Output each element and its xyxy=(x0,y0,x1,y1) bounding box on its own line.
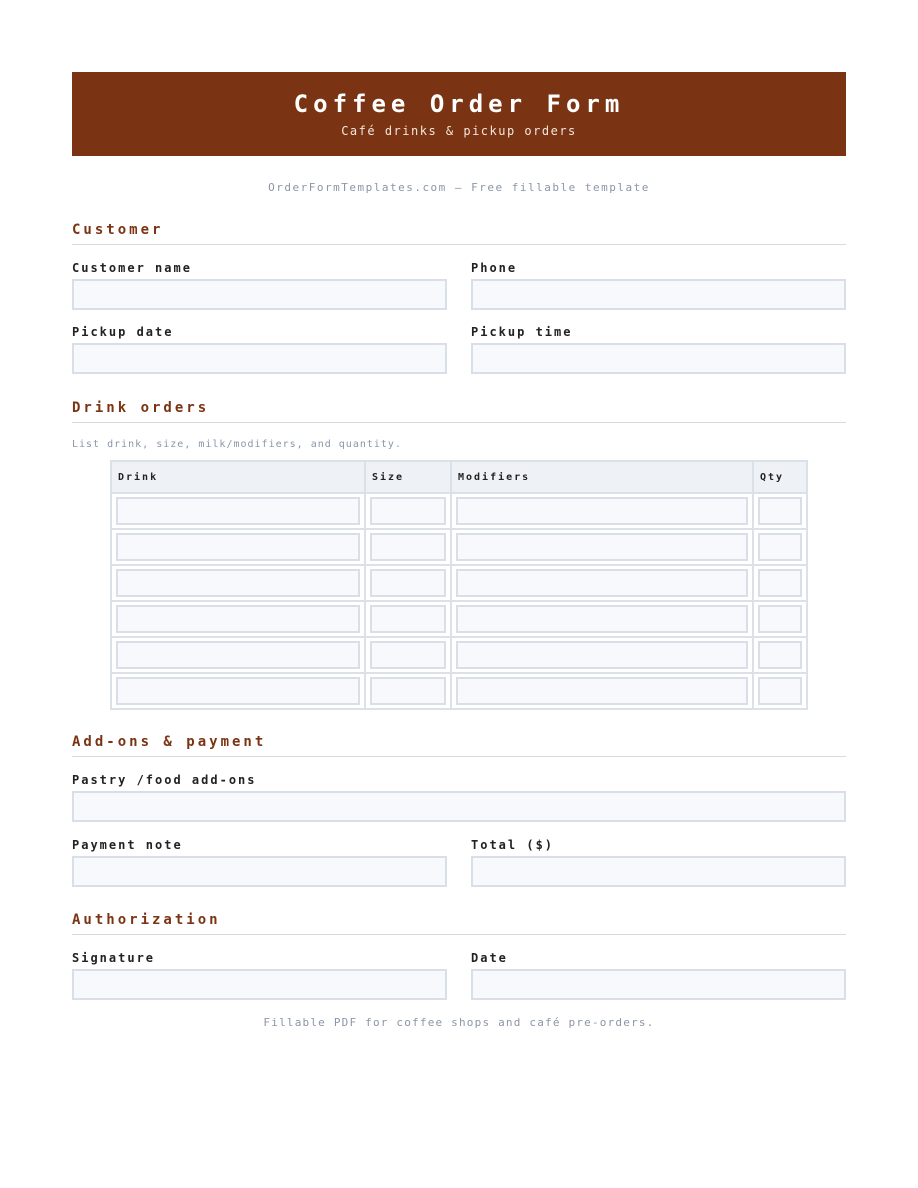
size-input[interactable] xyxy=(370,677,446,705)
total-field[interactable] xyxy=(471,856,846,887)
qty-input[interactable] xyxy=(758,677,802,705)
signature-label: Signature xyxy=(72,951,156,965)
customer-name-field[interactable] xyxy=(72,279,447,310)
table-cell-qty xyxy=(753,529,807,565)
modifiers-input[interactable] xyxy=(456,497,748,525)
drink-orders-header-row xyxy=(111,461,807,493)
column-header-modifiers: Modifiers xyxy=(451,461,753,493)
order-form xyxy=(72,72,846,1029)
modifiers-input[interactable] xyxy=(456,605,748,633)
customer-name-label: Customer name xyxy=(72,261,192,275)
table-cell-drink xyxy=(111,565,365,601)
size-input[interactable] xyxy=(370,569,446,597)
drink-orders-section-title: Drink orders xyxy=(72,400,846,423)
column-header-qty: Qty xyxy=(753,461,807,493)
qty-input[interactable] xyxy=(758,569,802,597)
drink-orders-helper: List drink, size, milk/modifiers, and quantity. xyxy=(72,439,402,450)
table-cell-size xyxy=(365,493,451,529)
column-header-drink: Drink xyxy=(111,461,365,493)
table-cell-size xyxy=(365,529,451,565)
table-cell-modifiers xyxy=(451,565,753,601)
table-cell-drink xyxy=(111,601,365,637)
drink-input[interactable] xyxy=(116,497,360,525)
size-input[interactable] xyxy=(370,641,446,669)
table-row xyxy=(111,601,807,637)
pastry-addons-label: Pastry /food add-ons xyxy=(72,773,257,787)
table-row xyxy=(111,493,807,529)
pickup-time-label: Pickup time xyxy=(471,325,573,339)
modifiers-input[interactable] xyxy=(456,533,748,561)
qty-input[interactable] xyxy=(758,641,802,669)
table-cell-qty xyxy=(753,637,807,673)
drink-input[interactable] xyxy=(116,569,360,597)
form-title: Coffee Order Form xyxy=(293,90,625,118)
addons-section xyxy=(72,734,846,887)
total-label: Total ($) xyxy=(471,838,555,852)
pastry-addons-field[interactable] xyxy=(72,791,846,822)
table-cell-modifiers xyxy=(451,601,753,637)
table-cell-qty xyxy=(753,673,807,709)
table-cell-modifiers xyxy=(451,529,753,565)
modifiers-input[interactable] xyxy=(456,569,748,597)
qty-input[interactable] xyxy=(758,533,802,561)
addons-section-title: Add-ons & payment xyxy=(72,734,846,757)
payment-note-field[interactable] xyxy=(72,856,447,887)
source-line: OrderFormTemplates.com — Free fillable template xyxy=(268,181,650,194)
table-cell-drink xyxy=(111,673,365,709)
table-cell-qty xyxy=(753,601,807,637)
pickup-date-label: Pickup date xyxy=(72,325,174,339)
table-cell-drink xyxy=(111,529,365,565)
modifiers-input[interactable] xyxy=(456,641,748,669)
table-cell-size xyxy=(365,673,451,709)
authorization-section xyxy=(72,912,846,1000)
drink-input[interactable] xyxy=(116,533,360,561)
size-input[interactable] xyxy=(370,533,446,561)
table-row xyxy=(111,529,807,565)
drink-input[interactable] xyxy=(116,677,360,705)
table-cell-qty xyxy=(753,565,807,601)
table-cell-size xyxy=(365,601,451,637)
column-header-size: Size xyxy=(365,461,451,493)
customer-section xyxy=(72,222,846,374)
pickup-date-field[interactable] xyxy=(72,343,447,374)
drink-orders-table xyxy=(110,460,808,710)
authorization-section-title: Authorization xyxy=(72,912,846,935)
table-cell-modifiers xyxy=(451,493,753,529)
table-cell-modifiers xyxy=(451,673,753,709)
phone-field[interactable] xyxy=(471,279,846,310)
qty-input[interactable] xyxy=(758,497,802,525)
signature-field[interactable] xyxy=(72,969,447,1000)
customer-section-title: Customer xyxy=(72,222,846,245)
date-field[interactable] xyxy=(471,969,846,1000)
drink-input[interactable] xyxy=(116,641,360,669)
table-cell-size xyxy=(365,565,451,601)
table-row xyxy=(111,673,807,709)
table-cell-drink xyxy=(111,637,365,673)
drink-input[interactable] xyxy=(116,605,360,633)
footer-note: Fillable PDF for coffee shops and café pre-orders. xyxy=(263,1016,655,1029)
payment-note-label: Payment note xyxy=(72,838,183,852)
form-subtitle: Café drinks & pickup orders xyxy=(341,124,577,138)
table-cell-qty xyxy=(753,493,807,529)
phone-label: Phone xyxy=(471,261,518,275)
table-cell-modifiers xyxy=(451,637,753,673)
modifiers-input[interactable] xyxy=(456,677,748,705)
qty-input[interactable] xyxy=(758,605,802,633)
table-row xyxy=(111,565,807,601)
table-cell-drink xyxy=(111,493,365,529)
size-input[interactable] xyxy=(370,497,446,525)
pickup-time-field[interactable] xyxy=(471,343,846,374)
date-label: Date xyxy=(471,951,508,965)
form-header-banner xyxy=(72,72,846,156)
drink-orders-section xyxy=(72,400,846,710)
size-input[interactable] xyxy=(370,605,446,633)
table-row xyxy=(111,637,807,673)
table-cell-size xyxy=(365,637,451,673)
